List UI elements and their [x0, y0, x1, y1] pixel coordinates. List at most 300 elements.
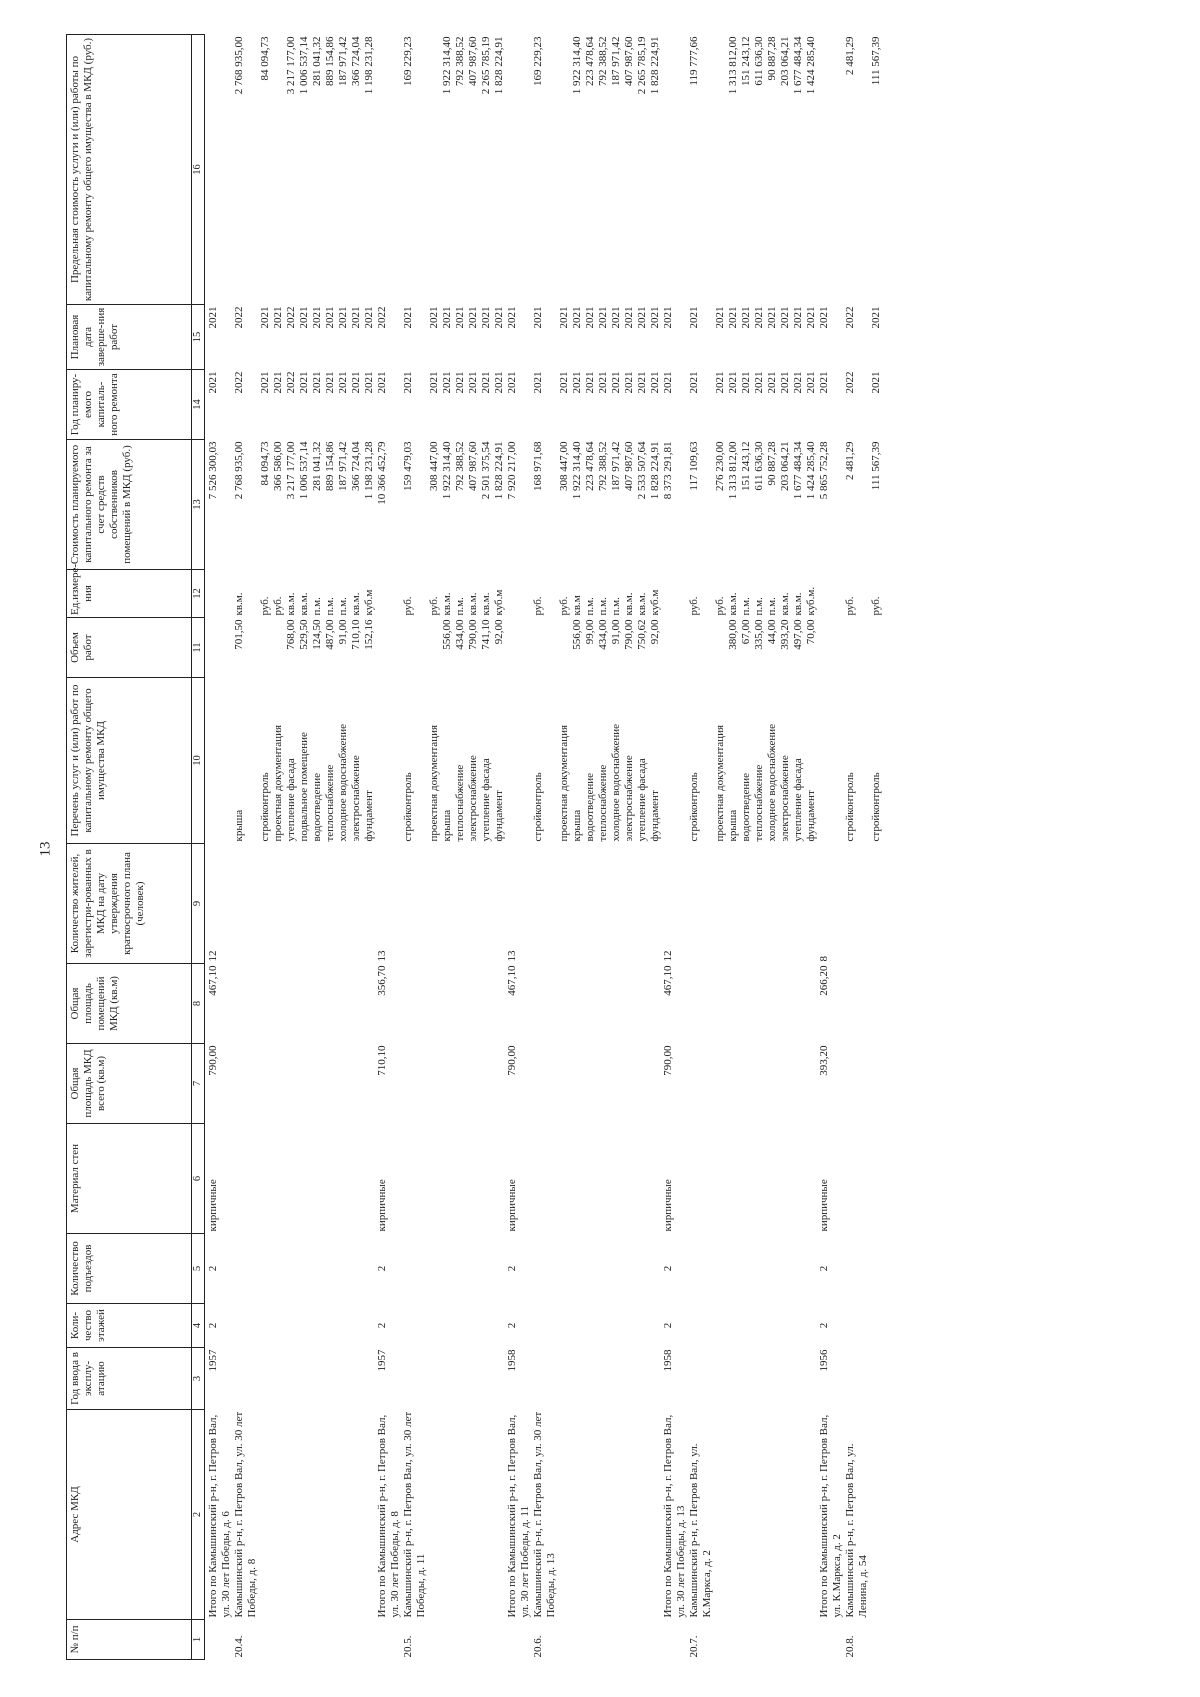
cell-col-5 — [311, 1234, 324, 1304]
cell-col-8: 467,10 — [207, 965, 219, 996]
cell-col-6 — [779, 1124, 792, 1234]
cell-col-10 — [376, 678, 402, 844]
column-number-14: 14 — [192, 370, 205, 440]
cell-col-8 — [727, 964, 740, 1044]
cell-col-6: кирпичные — [818, 1179, 830, 1232]
cell-col-15: 2021 — [350, 306, 362, 329]
cell-col-4 — [844, 1304, 870, 1348]
cell-col-1 — [623, 1620, 636, 1660]
cell-col-14: 2021 — [467, 371, 479, 394]
cell-col-3 — [779, 1348, 792, 1410]
cell-col-2 — [441, 1410, 454, 1620]
cell-col-10: стройконтроль — [870, 772, 882, 842]
cell-col-16 — [272, 35, 285, 305]
cell-col-4 — [597, 1304, 610, 1348]
cell-col-1 — [870, 1620, 883, 1660]
cell-col-9: 12 — [207, 950, 219, 962]
cell-col-10 — [662, 678, 688, 844]
cell-col-3: 1958 — [662, 1349, 674, 1372]
cell-col-7 — [779, 1044, 792, 1124]
cell-col-5 — [740, 1234, 753, 1304]
cell-col-10: проектная документация — [272, 724, 284, 842]
cell-col-8 — [493, 964, 506, 1044]
cell-col-4 — [714, 1304, 727, 1348]
cell-col-13: 2 501 375,54 — [480, 441, 492, 500]
cell-col-13: 2 768 935,00 — [233, 441, 245, 500]
cell-col-9 — [480, 844, 493, 964]
cell-col-9 — [766, 844, 779, 964]
cell-col-9 — [805, 844, 818, 964]
cell-col-9 — [428, 844, 441, 964]
cell-col-12: кв.м. — [441, 592, 453, 616]
cell-col-1 — [805, 1620, 818, 1660]
cell-col-10: водоотведение — [311, 772, 323, 842]
cell-col-11: 99,00 — [584, 619, 596, 645]
cell-col-2 — [480, 1410, 493, 1620]
cell-col-12: кв.м. — [285, 592, 297, 616]
cell-col-16: 889 154,86 — [324, 36, 336, 86]
cell-col-5 — [779, 1234, 792, 1304]
cell-col-12: п.м. — [597, 597, 609, 616]
column-number-16: 16 — [192, 35, 205, 305]
cell-col-5 — [363, 1234, 376, 1304]
cell-col-16: 187 971,42 — [610, 36, 622, 86]
cell-col-7 — [532, 1044, 558, 1124]
cell-col-16: 1 677 484,34 — [792, 36, 804, 95]
work-row — [727, 35, 740, 1660]
cell-col-7 — [350, 1044, 363, 1124]
cell-col-5 — [584, 1234, 597, 1304]
cell-col-11: 529,50 — [298, 619, 310, 650]
cell-col-3 — [285, 1348, 298, 1410]
cell-col-14: 2021 — [324, 371, 336, 394]
cell-col-8 — [285, 964, 298, 1044]
cell-col-14: 2021 — [623, 371, 635, 394]
cell-col-7 — [610, 1044, 623, 1124]
cell-col-15: 2021 — [428, 306, 440, 329]
cell-col-3 — [844, 1348, 870, 1410]
work-row — [493, 35, 506, 1660]
cell-col-1 — [818, 1620, 844, 1660]
cell-col-3 — [727, 1348, 740, 1410]
cell-col-8 — [337, 964, 350, 1044]
cell-col-16: 1 922 314,40 — [571, 36, 583, 95]
cell-col-7: 710,10 — [376, 1045, 388, 1076]
total-row — [205, 35, 234, 1660]
cell-col-3 — [259, 1348, 272, 1410]
cell-col-3 — [532, 1348, 558, 1410]
cell-col-12: п.м. — [337, 597, 349, 616]
cell-col-7 — [623, 1044, 636, 1124]
cell-col-3 — [298, 1348, 311, 1410]
cell-col-6 — [727, 1124, 740, 1234]
cell-col-15: 2021 — [636, 306, 648, 329]
cell-col-14: 2021 — [636, 371, 648, 394]
cell-col-1 — [441, 1620, 454, 1660]
cell-col-11 — [506, 618, 532, 678]
cell-col-13: 203 064,21 — [779, 441, 791, 491]
cell-col-13: 1 828 224,91 — [493, 441, 505, 500]
cell-col-2 — [805, 1410, 818, 1620]
cell-col-13: 3 217 177,00 — [285, 441, 297, 500]
cell-col-13: 792 388,52 — [454, 441, 466, 491]
cell-col-6 — [805, 1124, 818, 1234]
column-number-11: 11 — [192, 618, 205, 678]
cell-col-11 — [662, 618, 688, 678]
cell-col-9: 13 — [376, 950, 388, 962]
cell-col-9 — [558, 844, 571, 964]
cell-col-6 — [298, 1124, 311, 1234]
cell-col-2 — [337, 1410, 350, 1620]
cell-col-9 — [870, 844, 883, 964]
cell-col-2 — [558, 1410, 571, 1620]
cell-col-7 — [870, 1044, 883, 1124]
cell-col-7 — [844, 1044, 870, 1124]
cell-col-6 — [259, 1124, 272, 1234]
cell-col-11: 393,20 — [779, 619, 791, 650]
cell-col-9 — [441, 844, 454, 964]
cell-col-7 — [753, 1044, 766, 1124]
cell-col-7 — [259, 1044, 272, 1124]
cell-col-5 — [649, 1234, 662, 1304]
cell-col-11: 152,16 — [363, 619, 375, 650]
cell-col-2: Камышинский р-н, г. Петров Вал, ул. К.Маркса, д. 2 — [688, 1443, 713, 1618]
column-number-4: 4 — [192, 1304, 205, 1348]
cell-col-6 — [493, 1124, 506, 1234]
cell-col-13: 2 481,29 — [844, 441, 856, 480]
cell-col-10: стройконтроль — [402, 772, 414, 842]
column-number-13: 13 — [192, 440, 205, 570]
cell-col-10: фундамент — [493, 790, 505, 842]
cell-col-1: 20.6. — [532, 1635, 544, 1658]
cell-col-3: 1958 — [506, 1349, 518, 1372]
cell-col-8: 266,20 — [818, 965, 830, 996]
cell-col-4 — [766, 1304, 779, 1348]
cell-col-14: 2021 — [740, 371, 752, 394]
cell-col-15: 2021 — [532, 306, 544, 329]
cell-col-4 — [324, 1304, 337, 1348]
capital-repair-table — [66, 34, 883, 1660]
cell-col-12: п.м. — [610, 597, 622, 616]
cell-col-8 — [688, 964, 714, 1044]
cell-col-4 — [727, 1304, 740, 1348]
cell-col-10: стройконтроль — [259, 772, 271, 842]
cell-col-15: 2021 — [714, 306, 726, 329]
cell-col-8 — [454, 964, 467, 1044]
rotated-page — [66, 35, 1166, 1660]
cell-col-14: 2021 — [454, 371, 466, 394]
cell-col-7 — [740, 1044, 753, 1124]
cell-col-5 — [298, 1234, 311, 1304]
cell-col-8 — [363, 964, 376, 1044]
cell-col-14: 2021 — [350, 371, 362, 394]
cell-col-12: руб. — [714, 596, 726, 616]
cell-col-3 — [337, 1348, 350, 1410]
cell-col-1 — [727, 1620, 740, 1660]
cell-col-2 — [350, 1410, 363, 1620]
cell-col-13: 223 478,64 — [584, 441, 596, 491]
cell-col-12 — [376, 570, 402, 618]
cell-col-8 — [532, 964, 558, 1044]
cell-col-11 — [428, 618, 441, 678]
cell-col-1 — [662, 1620, 688, 1660]
cell-col-4 — [337, 1304, 350, 1348]
cell-col-8 — [844, 964, 870, 1044]
cell-col-8 — [623, 964, 636, 1044]
cell-col-13: 2 533 507,64 — [636, 441, 648, 500]
cell-col-13: 281 041,32 — [311, 441, 323, 491]
cell-col-3 — [402, 1348, 428, 1410]
cell-col-9 — [779, 844, 792, 964]
cell-col-12: п.м. — [766, 597, 778, 616]
work-row — [272, 35, 285, 1660]
cell-col-4 — [311, 1304, 324, 1348]
cell-col-9 — [337, 844, 350, 964]
cell-col-4 — [298, 1304, 311, 1348]
cell-col-13: 611 636,30 — [753, 441, 765, 491]
cell-col-1 — [571, 1620, 584, 1660]
cell-col-5 — [233, 1234, 259, 1304]
cell-col-3: 1957 — [376, 1349, 388, 1372]
house-row — [844, 35, 870, 1660]
cell-col-1 — [428, 1620, 441, 1660]
cell-col-4 — [467, 1304, 480, 1348]
cell-col-7 — [584, 1044, 597, 1124]
cell-col-4 — [571, 1304, 584, 1348]
cell-col-4 — [584, 1304, 597, 1348]
cell-col-5 — [259, 1234, 272, 1304]
cell-col-13: 10 366 452,79 — [376, 441, 388, 505]
cell-col-3 — [597, 1348, 610, 1410]
cell-col-4 — [272, 1304, 285, 1348]
cell-col-15: 2021 — [792, 306, 804, 329]
cell-col-12: руб. — [272, 596, 284, 616]
cell-col-13: 792 388,52 — [597, 441, 609, 491]
cell-col-9 — [454, 844, 467, 964]
cell-col-14: 2021 — [818, 371, 830, 394]
cell-col-9 — [285, 844, 298, 964]
cell-col-8 — [571, 964, 584, 1044]
cell-col-11: 91,00 — [610, 619, 622, 645]
cell-col-1 — [636, 1620, 649, 1660]
cell-col-9 — [597, 844, 610, 964]
cell-col-3 — [233, 1348, 259, 1410]
cell-col-13: 90 887,28 — [766, 441, 778, 486]
cell-col-13: 1 828 224,91 — [649, 441, 661, 500]
cell-col-6 — [597, 1124, 610, 1234]
cell-col-15: 2022 — [376, 306, 388, 329]
cell-col-3 — [714, 1348, 727, 1410]
column-header-7: Общая площадь МКД всего (кв.м) — [67, 1044, 192, 1124]
cell-col-12: кв.м. — [467, 592, 479, 616]
cell-col-5 — [597, 1234, 610, 1304]
cell-col-6 — [792, 1124, 805, 1234]
cell-col-16: 407 987,60 — [623, 36, 635, 86]
cell-col-6 — [766, 1124, 779, 1234]
work-row — [571, 35, 584, 1660]
cell-col-5 — [844, 1234, 870, 1304]
cell-col-7 — [493, 1044, 506, 1124]
cell-col-15: 2021 — [363, 306, 375, 329]
cell-col-12: кв.м. — [623, 592, 635, 616]
cell-col-6 — [272, 1124, 285, 1234]
work-row — [610, 35, 623, 1660]
cell-col-8 — [649, 964, 662, 1044]
cell-col-15: 2021 — [753, 306, 765, 329]
cell-col-4 — [428, 1304, 441, 1348]
cell-col-6: кирпичные — [506, 1179, 518, 1232]
cell-col-14: 2022 — [285, 371, 297, 394]
cell-col-6 — [688, 1124, 714, 1234]
cell-col-15: 2021 — [662, 306, 674, 329]
cell-col-3 — [870, 1348, 883, 1410]
cell-col-13: 308 447,00 — [428, 441, 440, 491]
cell-col-13: 7 526 300,03 — [207, 441, 219, 500]
cell-col-10: крыша — [571, 809, 583, 842]
cell-col-11 — [714, 618, 727, 678]
cell-col-11: 92,00 — [493, 619, 505, 645]
cell-col-5 — [493, 1234, 506, 1304]
cell-col-3 — [623, 1348, 636, 1410]
cell-col-16: 1 424 285,40 — [805, 36, 817, 95]
cell-col-7 — [792, 1044, 805, 1124]
cell-col-5 — [571, 1234, 584, 1304]
cell-col-13: 84 094,73 — [259, 441, 271, 486]
column-header-12: Ед.измере-ния — [67, 570, 192, 618]
cell-col-5 — [480, 1234, 493, 1304]
cell-col-10: электроснабжение — [623, 755, 635, 842]
cell-col-14: 2021 — [662, 371, 674, 394]
work-row — [597, 35, 610, 1660]
cell-col-7 — [298, 1044, 311, 1124]
cell-col-12: п.м. — [454, 597, 466, 616]
cell-col-11: 556,00 — [571, 619, 583, 650]
cell-col-13: 1 922 314,40 — [441, 441, 453, 500]
cell-col-13: 168 971,68 — [532, 441, 544, 491]
cell-col-16: 223 478,64 — [584, 36, 596, 86]
cell-col-11: 790,00 — [623, 619, 635, 650]
cell-col-5 — [558, 1234, 571, 1304]
cell-col-10: теплоснабжение — [597, 764, 609, 842]
cell-col-13: 111 567,39 — [870, 441, 882, 491]
cell-col-8 — [584, 964, 597, 1044]
column-header-14: Год планиру-емого капиталь-ного ремонта — [67, 370, 192, 440]
column-number-9: 9 — [192, 844, 205, 964]
cell-col-13: 1 922 314,40 — [571, 441, 583, 500]
cell-col-10: холодное водоснабжение — [766, 724, 778, 842]
work-row — [740, 35, 753, 1660]
cell-col-2: Итого по Камышинский р-н, г. Петров Вал, ул. 30 лет Победы, д. 11 — [506, 1414, 531, 1618]
cell-col-16: 792 388,52 — [454, 36, 466, 86]
cell-col-14: 2021 — [532, 371, 544, 394]
cell-col-9 — [727, 844, 740, 964]
cell-col-1 — [766, 1620, 779, 1660]
cell-col-8 — [714, 964, 727, 1044]
cell-col-5 — [324, 1234, 337, 1304]
cell-col-12: руб. — [532, 596, 544, 616]
cell-col-1 — [792, 1620, 805, 1660]
cell-col-10: водоотведение — [584, 772, 596, 842]
cell-col-6 — [636, 1124, 649, 1234]
cell-col-3 — [493, 1348, 506, 1410]
cell-col-5: 2 — [818, 1265, 830, 1272]
cell-col-7 — [324, 1044, 337, 1124]
cell-col-2 — [272, 1410, 285, 1620]
cell-col-13: 159 479,03 — [402, 441, 414, 491]
cell-col-6: кирпичные — [376, 1179, 388, 1232]
cell-col-14: 2021 — [402, 371, 414, 394]
cell-col-1: 20.7. — [688, 1635, 700, 1658]
cell-col-4 — [610, 1304, 623, 1348]
cell-col-16: 3 217 177,00 — [285, 36, 297, 95]
cell-col-14: 2021 — [571, 371, 583, 394]
work-row — [337, 35, 350, 1660]
cell-col-1 — [311, 1620, 324, 1660]
cell-col-5 — [428, 1234, 441, 1304]
cell-col-12: куб.м — [649, 589, 661, 616]
cell-col-4: 2 — [506, 1322, 518, 1329]
cell-col-12: п.м. — [740, 597, 752, 616]
cell-col-11 — [376, 618, 402, 678]
cell-col-5 — [714, 1234, 727, 1304]
cell-col-4 — [363, 1304, 376, 1348]
cell-col-8 — [402, 964, 428, 1044]
cell-col-3 — [350, 1348, 363, 1410]
cell-col-10: теплоснабжение — [753, 764, 765, 842]
work-row — [311, 35, 324, 1660]
cell-col-13: 1 424 285,40 — [805, 441, 817, 500]
cell-col-14: 2021 — [428, 371, 440, 394]
cell-col-12: кв.м. — [727, 592, 739, 616]
work-row — [805, 35, 818, 1660]
work-row — [480, 35, 493, 1660]
cell-col-15: 2021 — [740, 306, 752, 329]
cell-col-15: 2021 — [870, 306, 882, 329]
cell-col-8 — [753, 964, 766, 1044]
cell-col-9 — [649, 844, 662, 964]
cell-col-2 — [766, 1410, 779, 1620]
cell-col-16: 2 265 785,19 — [480, 36, 492, 95]
cell-col-13: 1 313 812,00 — [727, 441, 739, 500]
cell-col-3 — [688, 1348, 714, 1410]
cell-col-11 — [272, 618, 285, 678]
cell-col-12: кв.м. — [779, 592, 791, 616]
cell-col-5 — [623, 1234, 636, 1304]
cell-col-12: п.м. — [324, 597, 336, 616]
cell-col-14: 2021 — [272, 371, 284, 394]
cell-col-5 — [454, 1234, 467, 1304]
cell-col-11: 701,50 — [233, 619, 245, 650]
work-row — [350, 35, 363, 1660]
cell-col-7 — [233, 1044, 259, 1124]
cell-col-10 — [506, 678, 532, 844]
cell-col-6 — [402, 1124, 428, 1234]
cell-col-4 — [649, 1304, 662, 1348]
cell-col-4 — [870, 1304, 883, 1348]
cell-col-9 — [584, 844, 597, 964]
cell-col-15: 2021 — [805, 306, 817, 329]
cell-col-7 — [428, 1044, 441, 1124]
cell-col-3 — [792, 1348, 805, 1410]
cell-col-10: крыша — [441, 809, 453, 842]
cell-col-10: утепление фасада — [636, 758, 648, 842]
cell-col-10: холодное водоснабжение — [337, 724, 349, 842]
house-row — [402, 35, 428, 1660]
cell-col-8 — [610, 964, 623, 1044]
cell-col-7 — [272, 1044, 285, 1124]
cell-col-14: 2021 — [610, 371, 622, 394]
cell-col-7 — [441, 1044, 454, 1124]
